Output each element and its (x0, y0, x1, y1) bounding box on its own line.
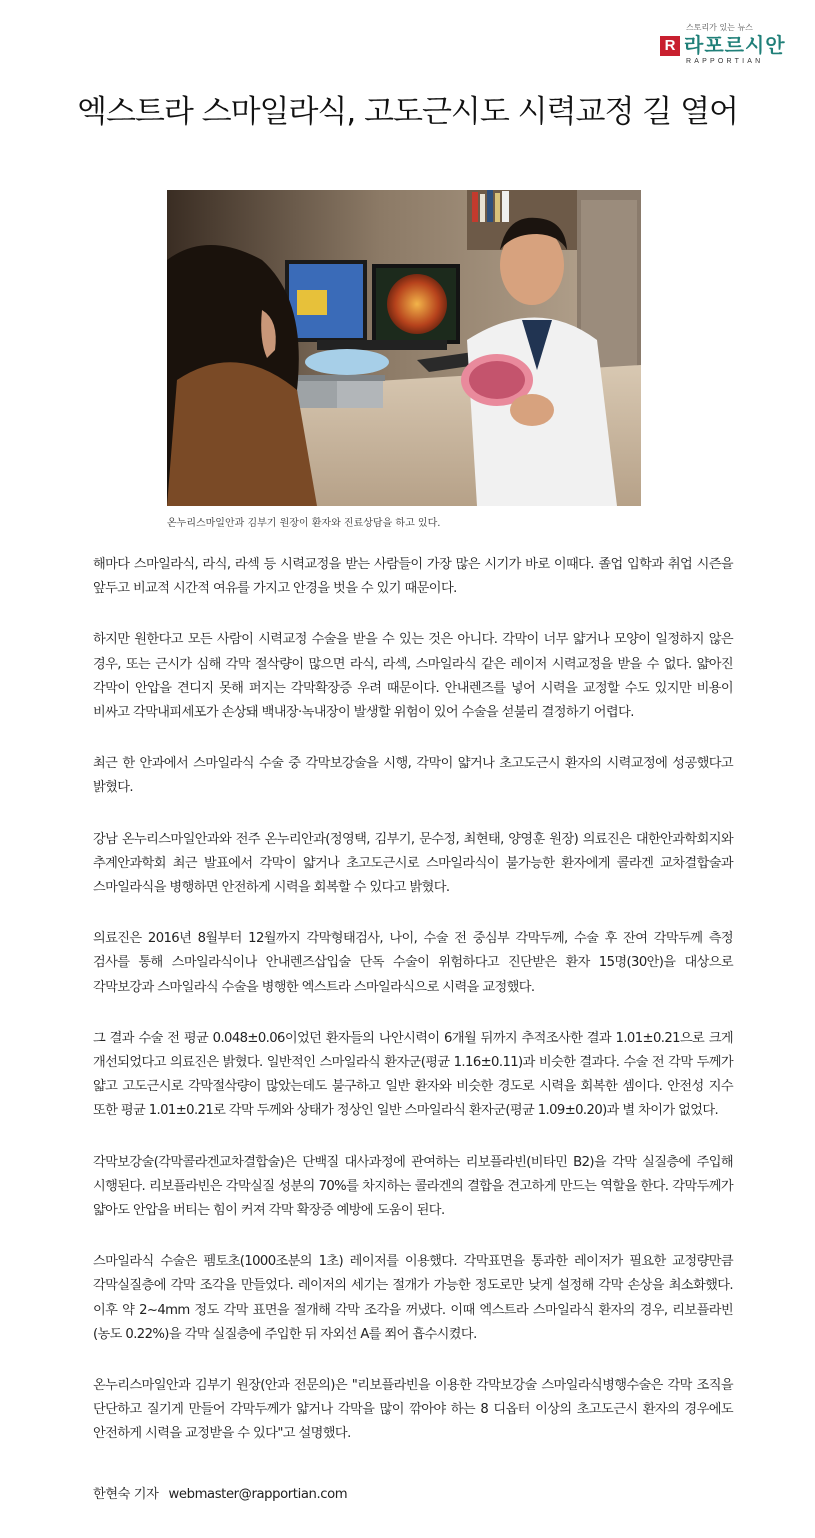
article-paragraph: 최근 한 안과에서 스마일라식 수술 중 각막보강술을 시행, 각막이 얇거나 초고도근시 환자의 시력교정에 성공했다고 밝혔다. (93, 756, 733, 796)
logo-mark-icon: R (660, 36, 680, 56)
site-logo[interactable] (660, 22, 800, 66)
photo-caption: 온누리스마일안과 김부기 원장이 환자와 진료상담을 하고 있다. (167, 518, 441, 529)
byline (93, 1483, 347, 1502)
article-paragraph: 강남 온누리스마일안과와 전주 온누리안과(정영택, 김부기, 문수정, 최현태, 양영훈 원장) 의료진은 대한안과학회지와 추계안과학회 최근 발표에서 각막이 얇거나 초고도근시로 스마일라식이 불가능한 환자에게 콜라겐 교차결합술과 스마일라식을 병행하면 안전하게 시력을 회복할 수 있다고 밝혔다. (93, 831, 733, 896)
reporter-name: 한현숙 기자 (93, 1487, 159, 1502)
article-paragraph: 의료진은 2016년 8월부터 12월까지 각막형태검사, 나이, 수술 전 중심부 각막두께, 수술 후 잔여 각막두께 측정 검사를 통해 스마일라식이나 안내렌즈삽입술 단독 수술이 위험하다고 진단받은 환자 15명(30안)을 대상으로 각막보강과 스마일라식 수술을 병행한 엑스트라 스마일라식으로 시력을 교정했다. (93, 931, 733, 995)
article-photo (167, 190, 641, 506)
article-paragraph: 그 결과 수술 전 평균 0.048±0.06이었던 환자들의 나안시력이 6개월 뒤까지 추적조사한 결과 1.01±0.21으로 크게 개선되었다고 의료진은 밝혔다. 일반적인 스마일라식 환자군(평균 1.16±0.11)과 비슷한 결과다. 수술 전 각막 두께가 얇고 고도근시로 각막절삭량이 많았는데도 불구하고 일반 환자와 비슷한 경도로 시력을 회복한 셈이다. 안전성 지수 또한 평균 1.01±0.21로 각막 두께와 상태가 정상인 일반 스마일라식 환자군(평균 1.09±0.20)과 별 차이가 없었다. (93, 1030, 733, 1119)
reporter-email[interactable]: webmaster@rapportian.com (168, 1487, 348, 1502)
article-paragraph: 하지만 원한다고 모든 사람이 시력교정 수술을 받을 수 있는 것은 아니다. 각막이 너무 얇거나 모양이 일정하지 않은 경우, 또는 근시가 심해 각막 절삭량이 많으면 라식, 라섹, 스마일라식 같은 레이저 시력교정을 받을 수 없다. 얇아진 각막이 안압을 견디지 못해 퍼지는 각막확장증 우려 때문이다. 안내렌즈를 넣어 시력을 교정할 수도 있지만 비용이 비싸고 각막내피세포가 손상돼 백내장·녹내장이 발생할 위험이 있어 수술을 섣불리 결정하기 어렵다. (93, 632, 733, 721)
article-paragraph: 해마다 스마일라식, 라식, 라섹 등 시력교정을 받는 사람들이 가장 많은 시기가 바로 이때다. 졸업 입학과 취업 시즌을 앞두고 비교적 시간적 여유를 가지고 안경을 벗을 수 있기 때문이다. (93, 557, 733, 597)
article-body (93, 553, 733, 1474)
logo-name: 라포르시안 (684, 33, 786, 57)
logo-tagline: 스토리가 있는 뉴스 (686, 23, 753, 32)
article-title: 엑스트라 스마일라식, 고도근시도 시력교정 길 열어 (77, 94, 738, 130)
logo-english-name: RAPPORTIAN (686, 58, 764, 65)
article-paragraph: 각막보강술(각막콜라겐교차결합술)은 단백질 대사과정에 관여하는 리보플라빈(비타민 B2)을 각막 실질층에 주입해 시행된다. 리보플라빈은 각막실질 성분의 70%를 차지하는 콜라겐의 결합을 견고하게 만드는 역할을 한다. 각막두께가 얇아도 안압을 버티는 힘이 커져 각막 확장증 예방에 도움이 된다. (93, 1154, 733, 1219)
article-paragraph: 스마일라식 수술은 펨토초(1000조분의 1초) 레이저를 이용했다. 각막표면을 통과한 레이저가 필요한 교정량만큼 각막실질층에 각막 조각을 만들었다. 레이저의 세기는 절개가 가능한 정도로만 낮게 설정해 각막 손상을 최소화했다. 이후 약 2~4mm 정도 각막 표면을 절개해 각막 조각을 꺼냈다. 이때 엑스트라 스마일라식 환자의 경우, 리보플라빈(농도 0.22%)을 각막 실질층에 주입한 뒤 자외선 A를 쬐어 흡수시켰다. (93, 1254, 733, 1342)
article-paragraph: 온누리스마일안과 김부기 원장(안과 전문의)은 "리보플라빈을 이용한 각막보강술 스마일라식병행수술은 각막 조직을 단단하고 질기게 만들어 각막두께가 얇거나 각막을 많이 깎아야 하는 8 디옵터 이상의 초고도근시 환자의 경우에도 안전하게 시력을 교정받을 수 있다"고 설명했다. (93, 1378, 733, 1442)
